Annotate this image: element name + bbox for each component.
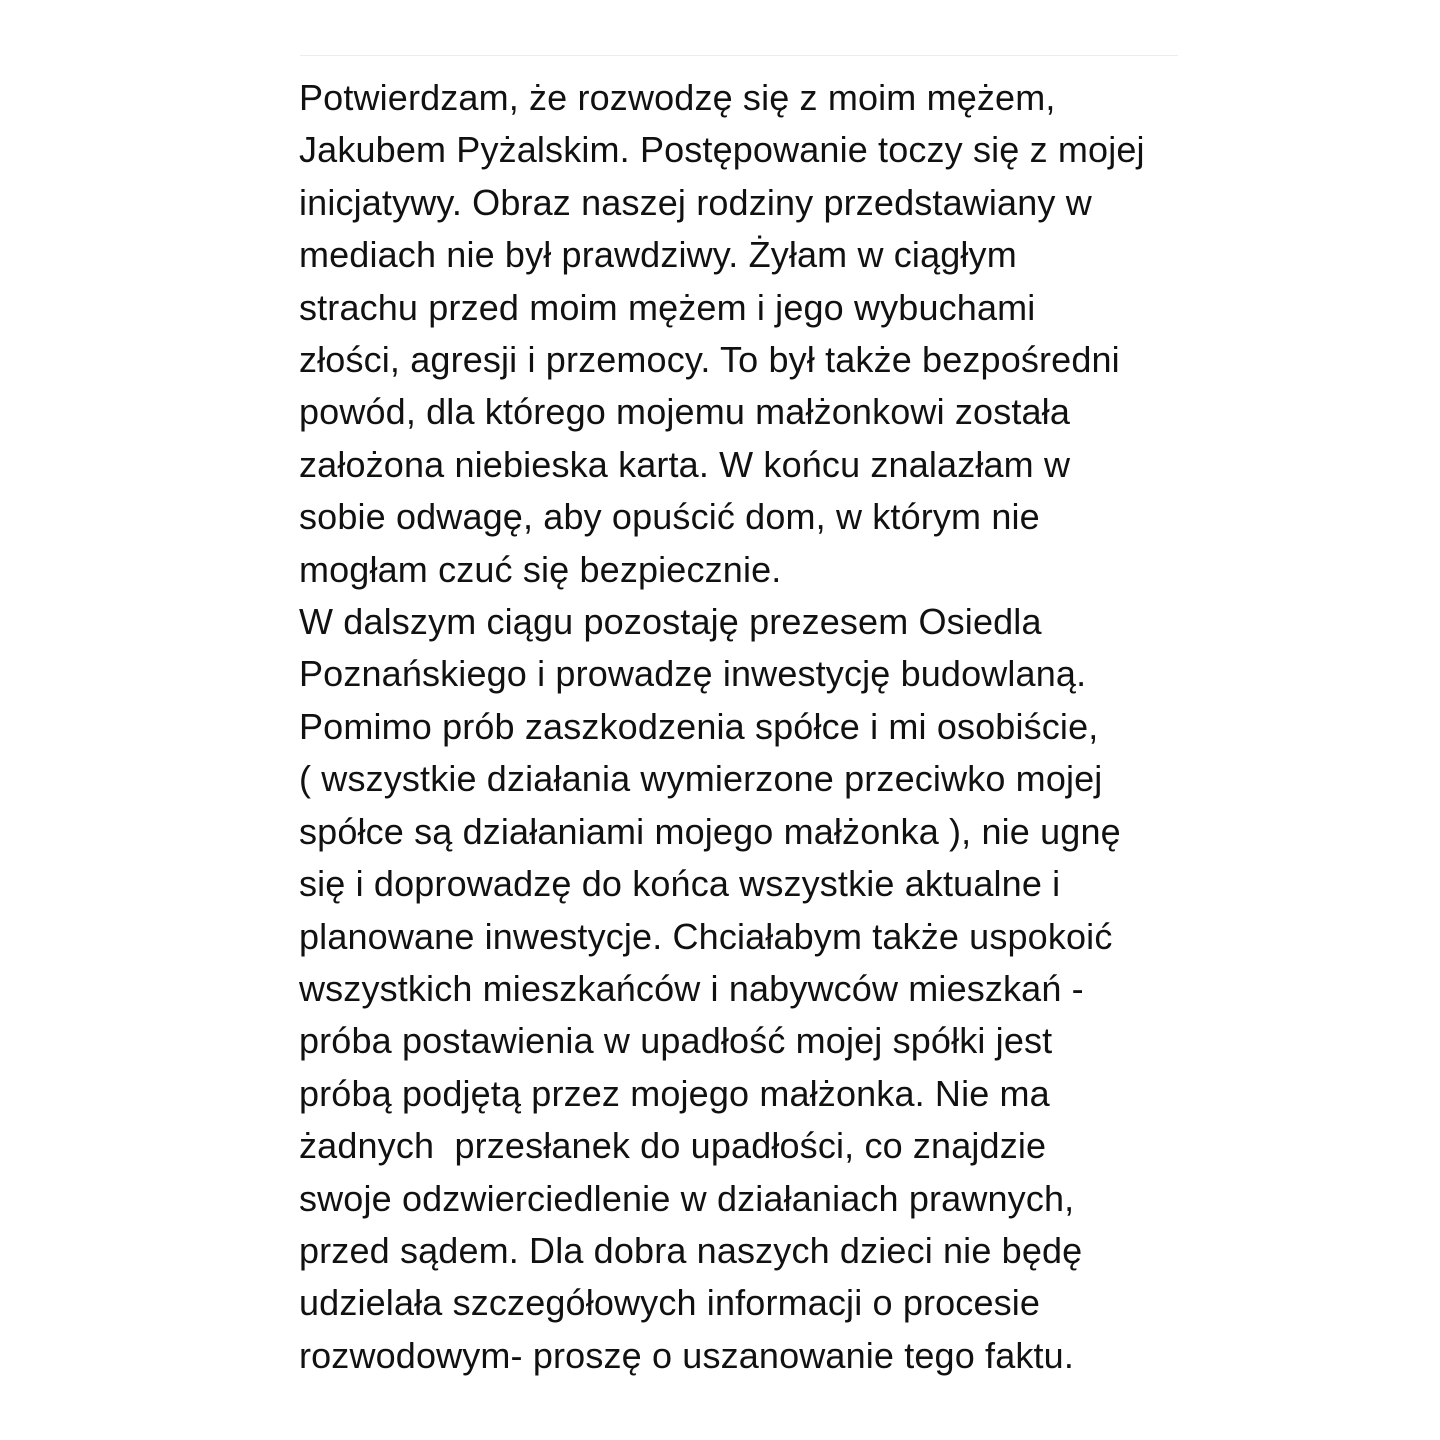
statement-line: ( wszystkie działania wymierzone przeciwko mojej [299,758,1103,800]
statement-line: próba postawienia w upadłość mojej spółki jest [299,1020,1053,1062]
statement-line: spółce są działaniami mojego małżonka ), nie ugnę [299,810,1121,852]
statement-line: mogłam czuć się bezpiecznie. [299,548,782,590]
statement-line: udzielała szczegółowych informacji o procesie [299,1282,1041,1324]
statement-line: swoje odzwierciedlenie w działaniach prawnych, [299,1177,1075,1219]
statement-line: się i doprowadzę do końca wszystkie aktualne i [299,863,1061,905]
statement-text [299,72,1179,1382]
top-divider [300,55,1178,56]
statement-line: mediach nie był prawdziwy. Żyłam w ciągłym [299,234,1017,276]
statement-line: Jakubem Pyżalskim. Postępowanie toczy się z mojej [299,129,1145,171]
statement-line: Poznańskiego i prowadzę inwestycję budowlaną. [299,653,1087,695]
statement-line: Potwierdzam, że rozwodzę się z moim mężem, [299,77,1056,118]
statement-line: inicjatywy. Obraz naszej rodziny przedstawiany w [299,181,1092,223]
statement-line: założona niebieska karta. W końcu znalazłam w [299,443,1071,485]
statement-line: przed sądem. Dla dobra naszych dzieci nie będę [299,1229,1083,1271]
statement-line: strachu przed moim mężem i jego wybuchami [299,286,1036,328]
statement-line: rozwodowym- proszę o uszanowanie tego faktu. [299,1334,1074,1376]
statement-line: Pomimo prób zaszkodzenia spółce i mi osobiście, [299,705,1099,747]
statement-line: sobie odwagę, aby opuścić dom, w którym nie [299,496,1040,538]
statement-line: żadnych przesłanek do upadłości, co znajdzie [299,1125,1047,1167]
statement-line: próbą podjętą przez mojego małżonka. Nie ma [299,1072,1050,1114]
statement-line: powód, dla którego mojemu małżonkowi została [299,391,1070,433]
statement-line: planowane inwestycje. Chciałabym także uspokoić [299,915,1113,957]
statement-line: wszystkich mieszkańców i nabywców mieszkań - [299,967,1084,1009]
statement-line: złości, agresji i przemocy. To był także bezpośredni [299,339,1120,381]
statement-line: W dalszym ciągu pozostaję prezesem Osiedla [299,601,1042,643]
